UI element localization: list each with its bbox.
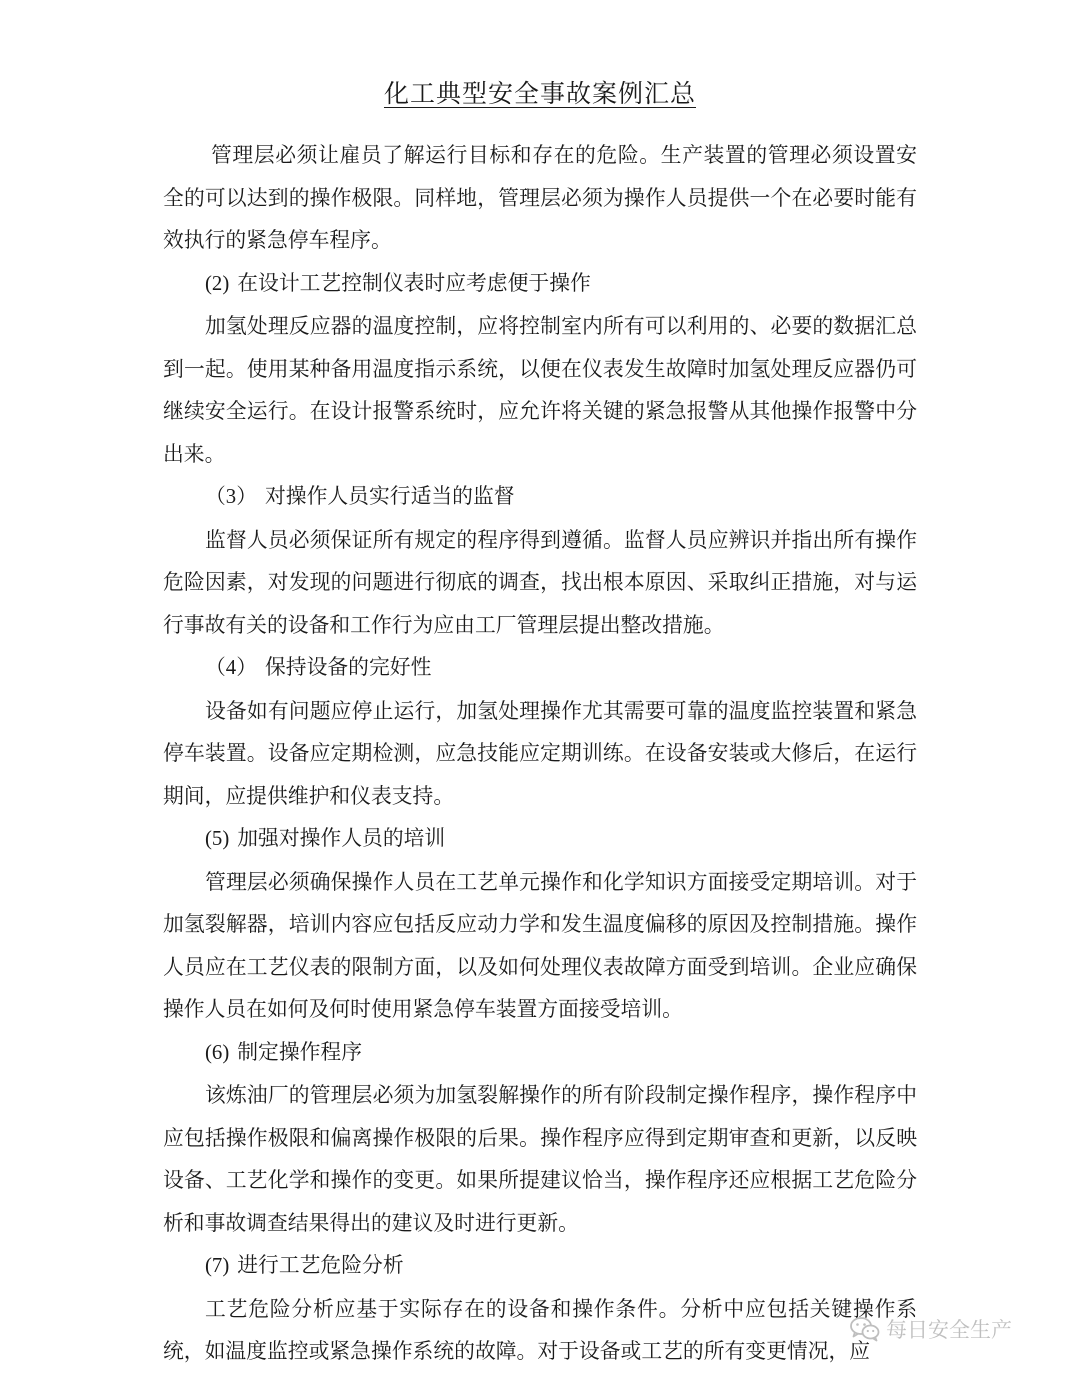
section-paragraph-2: 加氢处理反应器的温度控制，应将控制室内所有可以利用的、必要的数据汇总到一起。使用某种备用温度指示系统，以便在仪表发生故障时加氢处理反应器仍可继续安全运行。在设计报警系统时，应允许将关键的紧急报警从其他操作报警中分出来。: [163, 314, 917, 466]
section-heading-text: 制定操作程序: [237, 1039, 363, 1064]
section-heading-3: [163, 475, 917, 519]
section-heading-text: 进行工艺危险分析: [237, 1253, 404, 1277]
section-number: （4）: [205, 656, 257, 679]
section-heading-text: 加强对操作人员的培训: [237, 826, 446, 850]
intro-paragraph: 管理层必须让雇员了解运行目标和存在的危险。生产装置的管理必须设置安全的可以达到的操作极限。同样地，管理层必须为操作人员提供一个在必要时能有效执行的紧急停车程序。: [163, 143, 917, 252]
section-heading-2: [163, 262, 917, 306]
section-number: (2): [205, 271, 230, 295]
section-heading-5: [163, 817, 917, 861]
document-title: [0, 76, 1080, 112]
section-heading-6: [163, 1031, 917, 1075]
section-heading-text: 在设计工艺控制仪表时应考虑便于操作: [237, 270, 591, 295]
section-paragraph-5: 管理层必须确保操作人员在工艺单元操作和化学知识方面接受定期培训。对于加氢裂解器，培训内容应包括反应动力学和发生温度偏移的原因及控制措施。操作人员应在工艺仪表的限制方面，以及如何处理仪表故障方面受到培训。企业应确保操作人员在如何及何时使用紧急停车装置方面接受培训。: [163, 869, 917, 1021]
section-paragraph-4: 设备如有问题应停止运行，加氢处理操作尤其需要可靠的温度监控装置和紧急停车装置。设备应定期检测，应急技能应定期训练。在设备安装或大修后，在运行期间，应提供维护和仪表支持。: [163, 698, 917, 808]
section-number: (7): [205, 1254, 230, 1277]
section-paragraph-6: 该炼油厂的管理层必须为加氢裂解操作的所有阶段制定操作程序，操作程序中应包括操作极限和偏离操作极限的后果。操作程序应得到定期审查和更新，以反映设备、工艺化学和操作的变更。如果所提建议恰当，操作程序还应根据工艺危险分析和事故调查结果得出的建议及时进行更新。: [163, 1083, 917, 1235]
section-number: （3）: [205, 485, 257, 508]
section-heading-4: [163, 646, 917, 690]
section-paragraph-7: 工艺危险分析应基于实际存在的设备和操作条件。分析中应包括关键操作系统，如温度监控或紧急操作系统的故障。对于设备或工艺的所有变更情况，应: [163, 1296, 917, 1363]
section-heading-text: 对操作人员实行适当的监督: [265, 484, 515, 508]
document-body: [163, 134, 917, 1373]
section-heading-text: 保持设备的完好性: [265, 655, 432, 679]
watermark-text: 每日安全生产: [886, 1318, 1012, 1342]
section-number: (5): [205, 827, 230, 850]
document-title-text: 化工典型安全事故案例汇总: [383, 79, 696, 108]
section-heading-7: [163, 1244, 917, 1288]
section-paragraph-3: 监督人员必须保证所有规定的程序得到遵循。监督人员应辨识并指出所有操作危险因素，对发现的问题进行彻底的调查，找出根本原因、采取纠正措施，对与运行事故有关的设备和工作行为应由工厂管理层提出整改措施。: [163, 527, 917, 637]
wechat-icon: [850, 1316, 880, 1342]
watermark: [850, 1314, 1012, 1344]
section-number: (6): [205, 1040, 230, 1064]
